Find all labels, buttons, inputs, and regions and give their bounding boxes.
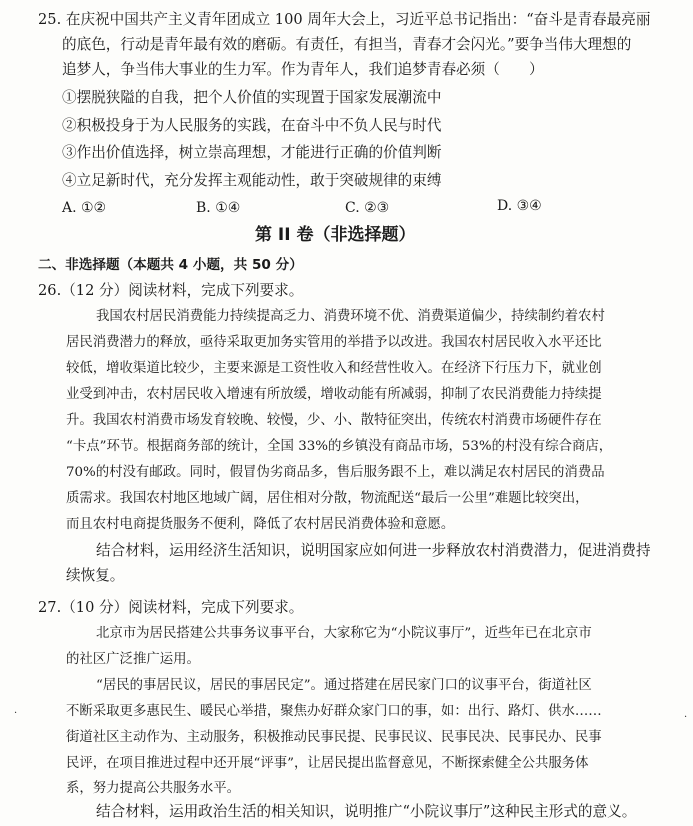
q25-option-a: A. ①②	[62, 200, 107, 216]
q26-line-7: 70%的村没有邮政。同时，假冒伪劣商品多，售后服务跟不上，难以满足农村居民的消费品	[66, 465, 605, 480]
section-title: 第 II 卷（非选择题）	[255, 225, 416, 245]
q26-line-2: 居民消费潜力的释放，亟待采取更加务实管用的举措予以改进。我国农村居民收入水平还比	[66, 335, 602, 350]
q25-statement-2: ②积极投身于为人民服务的实践，在奋斗中不负人民与时代	[62, 117, 442, 134]
q27-line-3: “居民的事居民议，居民的事居民定”。通过搭建在居民家门口的议事平台，街道社区	[96, 678, 592, 693]
q27-line-4: 不断采取更多惠民生、暖民心举措，聚焦办好群众家门口的事，如：出行、路灯、供水……	[66, 704, 602, 719]
q25-option-b: B. ①④	[196, 200, 241, 216]
q25-line-3: 追梦人，争当伟大事业的生力军。作为青年人，我们追梦青春必须（ ）	[62, 61, 544, 78]
q25-statement-1: ①摆脱狭隘的自我，把个人价值的实现置于国家发展潮流中	[62, 89, 442, 106]
q27-line-7: 系，努力提高公共服务水平。	[66, 781, 241, 796]
q26-line-6: “卡点”环节。根据商务部的统计，全国 33%的乡镇没有商品市场，53%的村没有综合商店，	[66, 439, 613, 454]
q26-line-9: 而且农村电商提货服务不便利，降低了农村居民消费体验和意愿。	[66, 517, 455, 532]
q25-statement-3: ③作出价值选择，树立崇高理想，才能进行正确的价值判断	[62, 144, 442, 161]
scan-mark-right: ·	[684, 712, 688, 723]
q27-line-2: 的社区广泛推广运用。	[66, 652, 200, 667]
q27-header: 27.（10 分）阅读材料，完成下列要求。	[38, 599, 304, 616]
q25-option-d: D. ③④	[497, 198, 542, 214]
q26-line-3: 较低，增收渠道比较少，主要来源是工资性收入和经营性收入。在经济下行压力下，就业创	[66, 361, 602, 376]
q26-line-4: 业受到冲击，农村居民收入增速有所放缓，增收动能有所减弱，抑制了农民消费能力持续提	[66, 387, 602, 402]
q26-prompt-line-2: 续恢复。	[66, 567, 125, 584]
q26-prompt-line-1: 结合材料，运用经济生活知识，说明国家应如何进一步释放农村消费潜力，促进消费持	[96, 542, 651, 559]
section-subtitle: 二、非选择题（本题共 4 小题，共 50 分）	[38, 257, 303, 273]
q26-header: 26.（12 分）阅读材料，完成下列要求。	[38, 282, 304, 299]
scan-mark-left: ·	[14, 708, 18, 719]
q25-line-2: 的底色，行动是青年最有效的磨砺。有责任，有担当，青春才会闪光。”要争当伟大理想的	[62, 36, 632, 53]
q25-line-1: 25. 在庆祝中国共产主义青年团成立 100 周年大会上，习近平总书记指出：“奋斗是青春最亮丽	[38, 11, 651, 28]
q27-line-6: 民评，在项目推进过程中还开展“评事”，让居民提出监督意见，不断探索健全公共服务体	[66, 756, 589, 771]
q27-prompt: 结合材料，运用政治生活的相关知识，说明推广“小院议事厅”这种民主形式的意义。	[96, 803, 637, 820]
q27-line-1: 北京市为居民搭建公共事务议事平台，大家称它为“小院议事厅”，近些年已在北京市	[96, 626, 592, 641]
q26-line-8: 质需求。我国农村地区地域广阔，居住相对分散，物流配送“最后一公里”难题比较突出，	[66, 491, 589, 506]
q25-option-c: C. ②③	[345, 200, 390, 216]
q27-line-5: 街道社区主动作为、主动服务，积极推动民事民提、民事民议、民事民决、民事民办、民事	[66, 730, 602, 745]
q26-line-5: 升。我国农村消费市场发育较晚、较慢，少、小、散特征突出，传统农村消费市场硬件存在	[66, 413, 602, 428]
q25-statement-4: ④立足新时代，充分发挥主观能动性，敢于突破规律的束缚	[62, 172, 442, 189]
q26-line-1: 我国农村居民消费能力持续提高乏力、消费环境不优、消费渠道偏少，持续制约着农村	[96, 309, 605, 324]
